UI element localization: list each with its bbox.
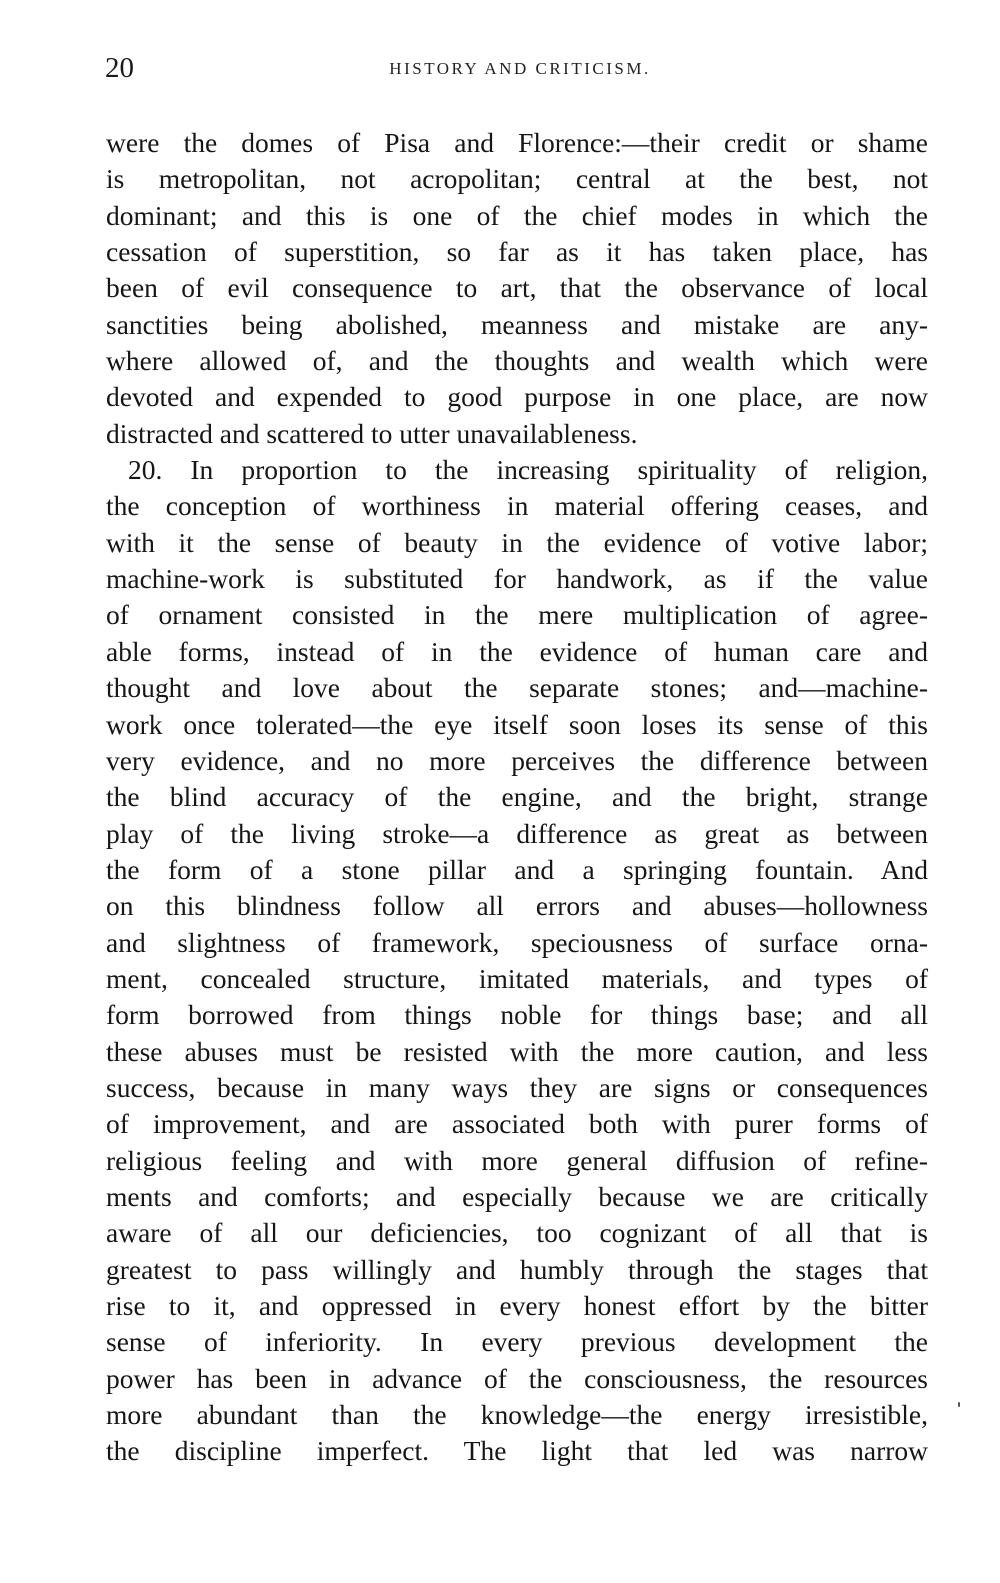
text-line: rise to it, and oppressed in every honest effort by the bitter — [106, 1290, 928, 1321]
text-line: religious feeling and with more general diffusion of refine- — [106, 1144, 928, 1176]
text-line: the discipline imperfect. The light that led was narrow — [106, 1435, 928, 1467]
text-line: and slightness of framework, speciousness of surface orna- — [106, 926, 928, 958]
text-line: sense of inferiority. In every previous development the — [106, 1326, 928, 1358]
text-line: work once tolerated—the eye itself soon loses its sense of this — [106, 708, 928, 740]
text-line: thought and love about the separate stones; and—machine- — [106, 672, 928, 704]
text-line: machine-work is substituted for handwork, as if the value — [106, 563, 928, 595]
text-line: been of evil consequence to art, that the observance of local — [106, 272, 928, 304]
body-text — [106, 125, 928, 1470]
scan-speck — [958, 1402, 960, 1407]
text-line: ments and comforts; and especially because we are critically — [106, 1180, 928, 1212]
text-line: is metropolitan, not acropolitan; central at the best, not — [106, 163, 928, 195]
text-line: the blind accuracy of the engine, and the bright, strange — [106, 781, 928, 813]
text-line: where allowed of, and the thoughts and wealth which were — [106, 345, 928, 377]
text-line: more abundant than the knowledge—the energy irresistible, — [106, 1399, 928, 1431]
text-line: the conception of worthiness in material offering ceases, and — [106, 490, 928, 522]
text-line: with it the sense of beauty in the evidence of votive labor; — [106, 526, 928, 558]
running-title: HISTORY AND CRITICISM. — [389, 59, 651, 78]
text-line: the form of a stone pillar and a springing fountain. And — [106, 853, 928, 885]
text-line: very evidence, and no more perceives the difference between — [106, 744, 928, 776]
text-line: sanctities being abolished, meanness and mistake are any- — [106, 308, 928, 340]
text-line: power has been in advance of the consciousness, the resources — [106, 1362, 928, 1394]
paragraph-end-line: distracted and scattered to utter unavailableness. — [106, 417, 638, 449]
text-line: play of the living stroke—a difference as great as between — [106, 817, 928, 849]
text-line: cessation of superstition, so far as it has taken place, has — [106, 236, 928, 268]
text-line: these abuses must be resisted with the more caution, and less — [106, 1035, 928, 1067]
text-line: aware of all our deficiencies, too cognizant of all that is — [106, 1217, 928, 1249]
text-line: form borrowed from things noble for things base; and all — [106, 999, 928, 1031]
text-line: of improvement, and are associated both with purer forms of — [106, 1108, 928, 1140]
text-line: devoted and expended to good purpose in one place, are now — [106, 381, 928, 413]
page-number: 20 — [105, 52, 134, 84]
paragraph-start-line: 20. In proportion to the increasing spirituality of religion, — [128, 454, 928, 486]
text-line: success, because in many ways they are signs or consequences — [106, 1071, 928, 1103]
text-line: ment, concealed structure, imitated materials, and types of — [106, 962, 928, 994]
text-line: dominant; and this is one of the chief modes in which the — [106, 199, 928, 231]
text-line: able forms, instead of in the evidence of human care and — [106, 635, 928, 667]
text-line: greatest to pass willingly and humbly through the stages that — [106, 1253, 928, 1285]
text-line: on this blindness follow all errors and abuses—hollowness — [106, 890, 928, 922]
text-line: were the domes of Pisa and Florence:—their credit or shame — [106, 127, 928, 158]
text-line: of ornament consisted in the mere multiplication of agree- — [106, 599, 928, 631]
running-head — [105, 48, 927, 88]
